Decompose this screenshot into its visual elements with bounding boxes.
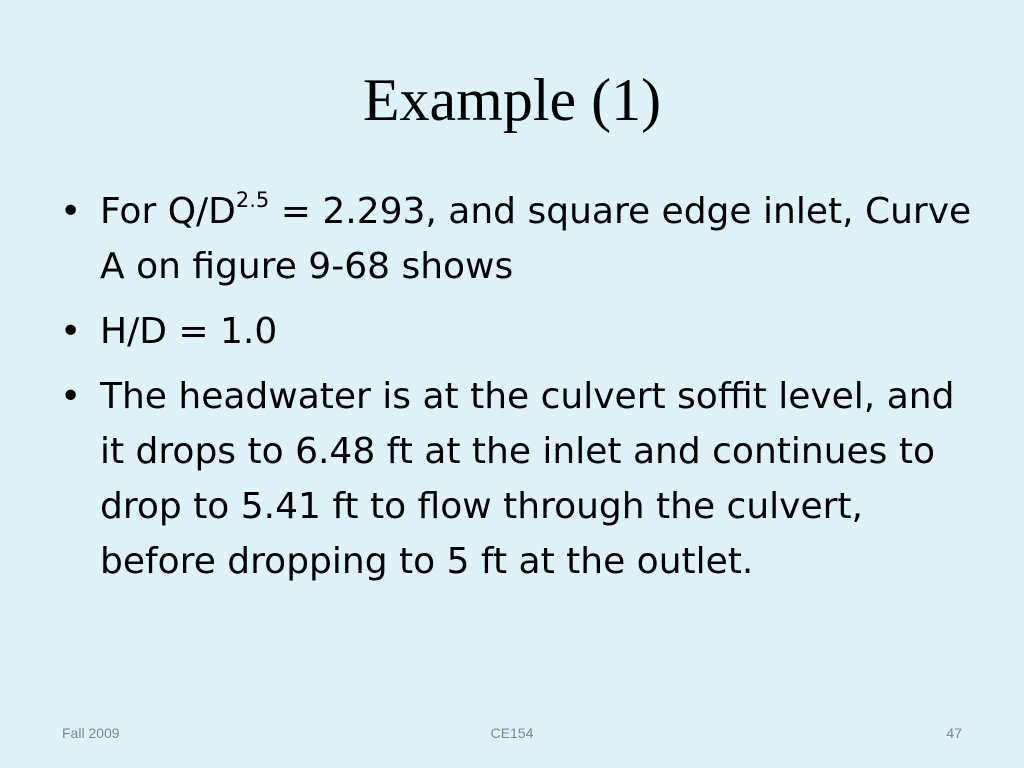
list-item	[60, 184, 980, 294]
bullet-text: The headwater is at the culvert soffit level, and it drops to 6.48 ft at the inlet and continues to drop to 5.41 ft to flow through the culvert, before dropping to 5 ft at the outlet.	[100, 376, 955, 582]
bullet-icon: •	[60, 311, 82, 352]
bullet-text-prefix: For Q/D	[100, 191, 236, 232]
bullet-text: H/D = 1.0	[100, 311, 278, 352]
list-item	[60, 369, 980, 589]
bullet-text-suffix: = 2.293, and square edge inlet, Curve A on figure 9-68 shows	[100, 191, 972, 287]
bullet-icon: •	[60, 376, 82, 417]
bullet-list	[60, 184, 980, 599]
footer-date: Fall 2009	[62, 725, 120, 741]
footer-page-number: 47	[946, 725, 962, 741]
bullet-icon: •	[60, 191, 82, 232]
list-item	[60, 304, 980, 359]
bullet-text-superscript: 2.5	[235, 188, 270, 212]
footer-course: CE154	[490, 725, 534, 741]
slide-title: Example (1)	[362, 67, 662, 133]
